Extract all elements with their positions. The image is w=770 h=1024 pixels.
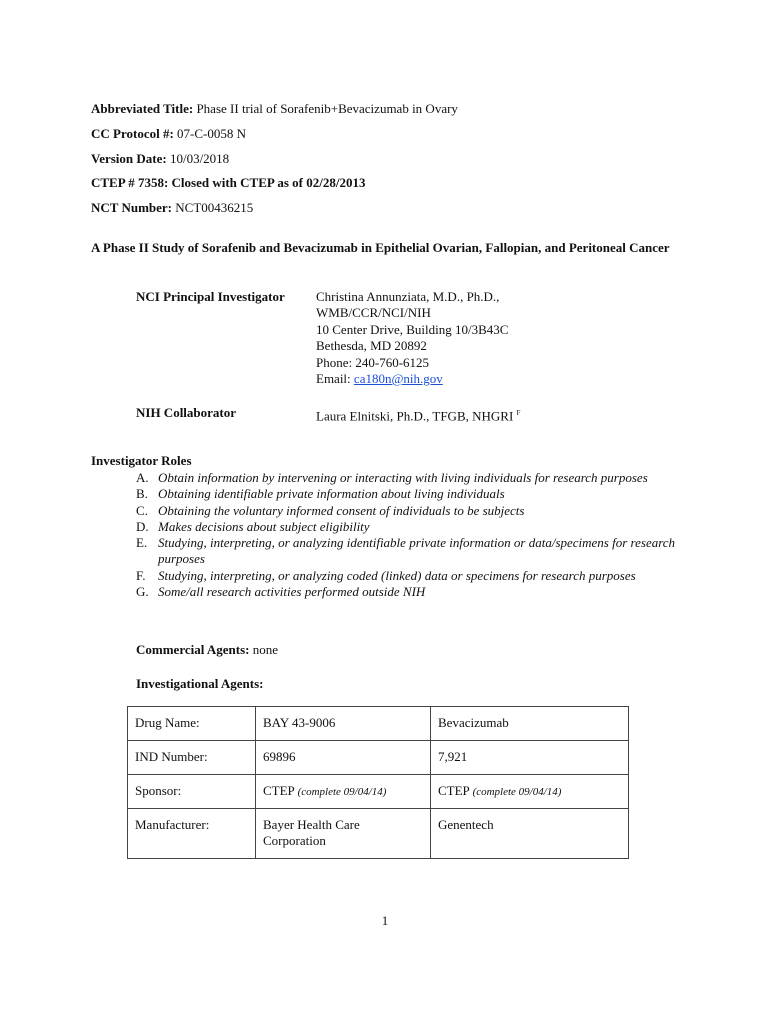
cc-protocol-label: CC Protocol #: bbox=[91, 126, 174, 141]
version-date-value: 10/03/2018 bbox=[169, 151, 230, 166]
list-item bbox=[136, 584, 676, 600]
commercial-agents-value: none bbox=[252, 642, 279, 657]
list-item bbox=[136, 535, 676, 568]
table-row bbox=[128, 775, 629, 809]
table-cell-text: CTEP bbox=[438, 783, 470, 798]
pi-email-link[interactable]: ca180n@nih.gov bbox=[353, 371, 443, 387]
table-cell-note: (complete 09/04/14) bbox=[472, 786, 562, 798]
cc-protocol-value: 07-C-0058 N bbox=[177, 126, 247, 141]
principal-investigator-details bbox=[316, 289, 508, 387]
abbreviated-title-label: Abbreviated Title: bbox=[91, 101, 194, 116]
list-item-text: Obtaining the voluntary informed consent of individuals to be subjects bbox=[158, 502, 525, 518]
list-item bbox=[136, 568, 676, 584]
table-cell bbox=[256, 741, 431, 775]
list-item-text: Studying, interpreting, or analyzing coded (linked) data or specimens for research purposes bbox=[158, 567, 636, 583]
nct-number-line bbox=[91, 200, 253, 216]
investigator-roles-heading: Investigator Roles bbox=[91, 453, 192, 468]
list-item bbox=[136, 470, 676, 486]
table-cell-text: Genentech bbox=[438, 817, 494, 832]
cc-protocol-line bbox=[91, 126, 246, 142]
list-item-text: Some/all research activities performed outside NIH bbox=[158, 584, 426, 600]
principal-investigator-label: NCI Principal Investigator bbox=[136, 289, 285, 304]
list-item-text: Obtain information by intervening or interacting with living individuals for research purposes bbox=[158, 470, 648, 485]
table-cell-text: CTEP bbox=[263, 783, 295, 798]
list-item-letter: C. bbox=[136, 502, 148, 518]
table-cell bbox=[256, 707, 431, 741]
table-row-label: Manufacturer: bbox=[128, 809, 256, 859]
table-cell bbox=[256, 775, 431, 809]
collaborator-details bbox=[316, 405, 520, 425]
table-cell-note: (complete 09/04/14) bbox=[297, 786, 387, 798]
table-row-label: Sponsor: bbox=[128, 775, 256, 809]
table-cell-text: Bayer Health Care Corporation bbox=[263, 817, 360, 848]
investigational-agents-label: Investigational Agents: bbox=[136, 676, 264, 691]
collaborator-label: NIH Collaborator bbox=[136, 405, 237, 420]
pi-email-line bbox=[316, 371, 508, 387]
pi-address-line-1: 10 Center Drive, Building 10/3B43C bbox=[316, 321, 509, 337]
table-cell-text: BAY 43-9006 bbox=[263, 715, 336, 730]
study-title: A Phase II Study of Sorafenib and Bevacizumab in Epithelial Ovarian, Fallopian, and Peritoneal Cancer bbox=[91, 240, 670, 255]
table-row bbox=[128, 741, 629, 775]
ctep-status-line: CTEP # 7358: Closed with CTEP as of 02/28/2013 bbox=[91, 175, 366, 190]
pi-address-line-2: Bethesda, MD 20892 bbox=[316, 338, 427, 354]
collaborator-value: Laura Elnitski, Ph.D., TFGB, NHGRI bbox=[316, 408, 514, 424]
table-row-label: IND Number: bbox=[128, 741, 256, 775]
version-date-label: Version Date: bbox=[91, 151, 167, 166]
list-item bbox=[136, 486, 676, 502]
pi-phone: Phone: 240-760-6125 bbox=[316, 354, 430, 370]
list-item-letter: B. bbox=[136, 486, 148, 502]
table-row bbox=[128, 809, 629, 859]
list-item-text: Makes decisions about subject eligibility bbox=[158, 518, 370, 534]
table-cell-text: Bevacizumab bbox=[438, 715, 509, 730]
table-cell-text: 69896 bbox=[263, 749, 296, 764]
nct-number-label: NCT Number: bbox=[91, 200, 173, 215]
pi-affiliation: WMB/CCR/NCI/NIH bbox=[316, 305, 431, 321]
version-date-line bbox=[91, 151, 229, 167]
abbreviated-title-value: Phase II trial of Sorafenib+Bevacizumab in Ovary bbox=[196, 101, 458, 116]
abbreviated-title-line bbox=[91, 101, 458, 117]
collaborator-superscript: F bbox=[516, 409, 521, 417]
investigator-roles-list bbox=[136, 470, 676, 600]
table-cell bbox=[431, 809, 629, 859]
list-item bbox=[136, 519, 676, 535]
table-cell bbox=[431, 707, 629, 741]
table-cell bbox=[431, 741, 629, 775]
list-item-letter: G. bbox=[136, 584, 149, 600]
collaborator-line bbox=[316, 405, 520, 425]
investigational-agents-table bbox=[127, 706, 629, 859]
list-item bbox=[136, 503, 676, 519]
list-item-letter: A. bbox=[136, 470, 149, 485]
page-number: 1 bbox=[381, 913, 389, 928]
list-item-letter: F. bbox=[136, 567, 146, 583]
table-row bbox=[128, 707, 629, 741]
table-row-label: Drug Name: bbox=[128, 707, 256, 741]
commercial-agents-label: Commercial Agents: bbox=[136, 642, 250, 657]
table-cell bbox=[431, 775, 629, 809]
table-cell-text: 7,921 bbox=[438, 749, 468, 764]
commercial-agents-line bbox=[136, 642, 278, 658]
list-item-text: Studying, interpreting, or analyzing identifiable private information or data/specimens for research purposes bbox=[158, 535, 676, 567]
list-item-letter: D. bbox=[136, 518, 149, 534]
pi-email-label: Email: bbox=[316, 371, 351, 387]
list-item-letter: E. bbox=[136, 535, 148, 551]
pi-name: Christina Annunziata, M.D., Ph.D., bbox=[316, 289, 500, 304]
table-cell bbox=[256, 809, 431, 859]
nct-number-value: NCT00436215 bbox=[175, 200, 254, 215]
list-item-text: Obtaining identifiable private information about living individuals bbox=[158, 486, 505, 502]
